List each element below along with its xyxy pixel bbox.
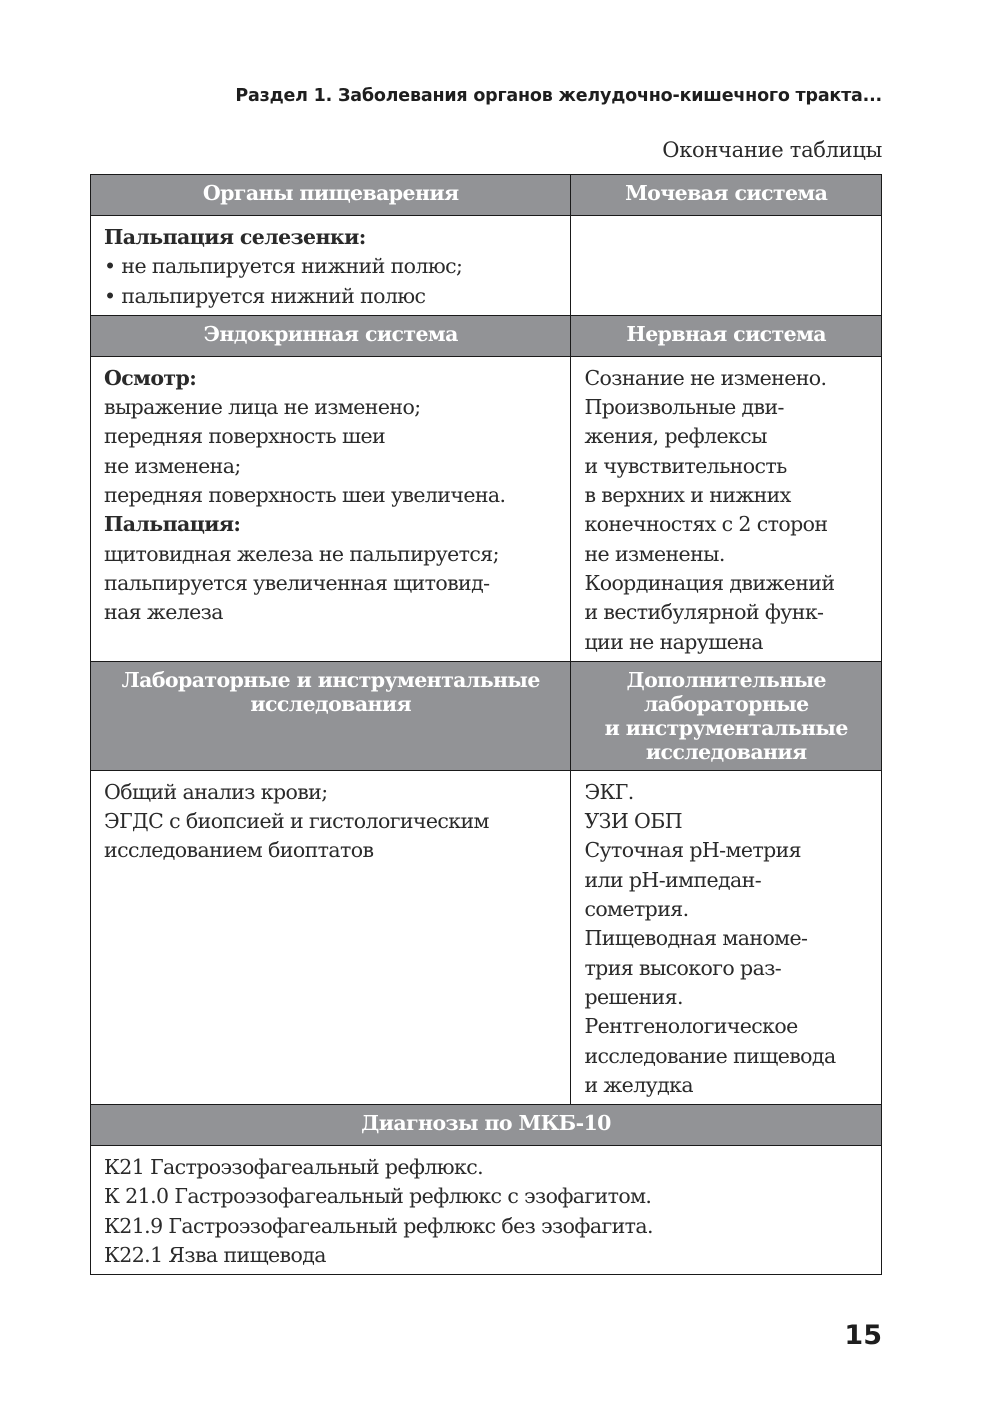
- list-item: • пальпируется нижний полюс: [104, 283, 426, 308]
- text-line: в верхних и нижних: [584, 483, 791, 508]
- header-row: [91, 661, 882, 770]
- diagnosis-line: К21.9 Гастроэзофагеальный рефлюкс без эзофагита.: [104, 1213, 653, 1238]
- table-row: [91, 216, 882, 316]
- text-line: не изменены.: [584, 541, 725, 566]
- header-additional-lab-instrumental: [571, 661, 882, 770]
- spleen-palpation-heading: Пальпация селезенки:: [104, 225, 366, 249]
- text-line: ЭКГ.: [584, 779, 634, 804]
- table-row: [91, 770, 882, 1104]
- text-line: трия высокого раз-: [584, 955, 782, 980]
- table-caption: Окончание таблицы: [662, 138, 882, 162]
- text-line: жения, рефлексы: [584, 424, 767, 449]
- text-line: Координация движений: [584, 570, 835, 595]
- header-line: исследования: [645, 739, 807, 764]
- text-line: Сознание не изменено.: [584, 365, 827, 390]
- icd10-diagnoses-cell: [91, 1146, 882, 1275]
- text-line: не изменена;: [104, 453, 241, 478]
- text-line: щитовидная железа не пальпируется;: [104, 541, 499, 566]
- text-line: сометрия.: [584, 897, 689, 922]
- text-line: передняя поверхность шеи: [104, 424, 386, 449]
- diagnosis-line: К 21.0 Гастроэзофагеальный рефлюкс с эзофагитом.: [104, 1184, 652, 1209]
- text-line: Рентгенологическое: [584, 1014, 798, 1039]
- text-line: Общий анализ крови;: [104, 779, 328, 804]
- header-row: [91, 1105, 882, 1146]
- clinical-table: [90, 174, 882, 1275]
- text-line: УЗИ ОБП: [584, 809, 682, 834]
- header-line: и инструментальные: [604, 715, 848, 740]
- header-line: исследования: [250, 691, 412, 716]
- header-urinary-system: Мочевая система: [571, 175, 882, 216]
- header-row: [91, 175, 882, 216]
- table-row: [91, 1146, 882, 1275]
- header-line: Дополнительные: [626, 667, 826, 692]
- text-line: исследование пищевода: [584, 1043, 836, 1068]
- text-line: ная железа: [104, 600, 223, 625]
- header-nervous-system: Нервная система: [571, 315, 882, 356]
- text-line: пальпируется увеличенная щитовид-: [104, 570, 490, 595]
- header-endocrine-system: Эндокринная система: [91, 315, 571, 356]
- text-line: конечностях с 2 сторон: [584, 512, 828, 537]
- text-line: и желудка: [584, 1072, 693, 1097]
- text-line: решения.: [584, 984, 683, 1009]
- text-line: и вестибулярной функ-: [584, 600, 824, 625]
- text-line: выражение лица не изменено;: [104, 395, 421, 420]
- palpation-heading: Пальпация:: [104, 512, 241, 537]
- text-line: и чувствительность: [584, 453, 787, 478]
- additional-lab-instrumental-cell: [571, 770, 882, 1104]
- lab-instrumental-cell: [91, 770, 571, 1104]
- digestive-organs-cell: [91, 216, 571, 316]
- text-line: Пищеводная маноме-: [584, 926, 808, 951]
- header-line: лабораторные: [643, 691, 809, 716]
- text-line: передняя поверхность шеи увеличена.: [104, 483, 506, 508]
- header-digestive-organs: Органы пищеварения: [91, 175, 571, 216]
- text-line: ЭГДС с биопсией и гистологическим: [104, 809, 489, 834]
- urinary-system-cell: [571, 216, 882, 316]
- running-head: Раздел 1. Заболевания органов желудочно-кишечного тракта...: [235, 86, 882, 106]
- header-lab-instrumental: [91, 661, 571, 770]
- text-line: Суточная рН-метрия: [584, 838, 802, 863]
- endocrine-system-cell: [91, 356, 571, 661]
- text-line: ции не нарушена: [584, 629, 763, 654]
- list-item: • не пальпируется нижний полюс;: [104, 254, 463, 279]
- header-row: [91, 315, 882, 356]
- header-icd10-diagnoses: Диагнозы по МКБ-10: [91, 1105, 882, 1146]
- diagnosis-line: К21 Гастроэзофагеальный рефлюкс.: [104, 1155, 484, 1180]
- header-line: Лабораторные и инструментальные: [121, 667, 540, 692]
- inspection-heading: Осмотр:: [104, 365, 197, 390]
- text-line: исследованием биоптатов: [104, 838, 374, 863]
- text-line: Произвольные дви-: [584, 395, 784, 420]
- table-row: [91, 356, 882, 661]
- page-number: 15: [844, 1320, 882, 1351]
- text-line: или рН-импедан-: [584, 867, 762, 892]
- nervous-system-cell: [571, 356, 882, 661]
- diagnosis-line: К22.1 Язва пищевода: [104, 1243, 326, 1268]
